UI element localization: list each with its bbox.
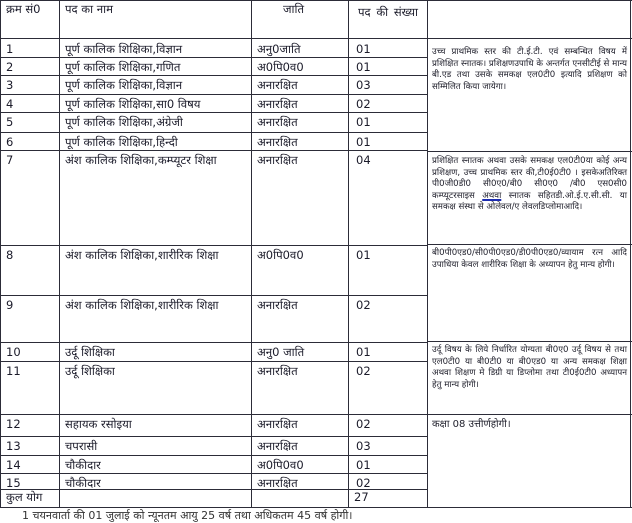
row-caste: अनारक्षित xyxy=(257,78,298,92)
row-serial: 12 xyxy=(6,417,21,431)
row-count: 01 xyxy=(356,345,371,359)
row-caste: अनारक्षित xyxy=(257,476,298,489)
row-post-name: अंश कालिक शिक्षिका,शारीरिक शिक्षा xyxy=(65,248,219,262)
row-caste: अनारक्षित xyxy=(257,417,298,431)
row-caste: अनारक्षित xyxy=(257,97,298,111)
row-serial: 10 xyxy=(6,345,21,359)
row-caste: अ0पि0व0 xyxy=(257,60,304,74)
row-post-name: चौकीदार xyxy=(65,476,101,489)
row-serial: 6 xyxy=(6,135,14,149)
row-caste: अनारक्षित xyxy=(257,439,298,453)
row-serial: 3 xyxy=(6,78,14,92)
row-post-name: पूर्ण कालिक शिक्षिका,सा0 विषय xyxy=(65,97,201,111)
footer-note: 1 चयनवार्ता की 01 जुलाई को न्यूनतम आयु 25 वर्ष तथा अधिकतम 45 वर्ष होगी। xyxy=(22,509,353,522)
row-caste: अनारक्षित xyxy=(257,153,298,167)
row-serial: 15 xyxy=(6,476,21,489)
row-caste: अनु0जाति xyxy=(257,42,301,56)
total-label: कुल योग xyxy=(6,490,43,504)
header-caste: जाति xyxy=(283,2,305,16)
row-serial: 7 xyxy=(6,153,14,167)
row-serial: 9 xyxy=(6,298,14,312)
row-post-name: अंश कालिक शिक्षिका,कम्प्यूटर शिक्षा xyxy=(65,153,217,167)
row-post-name: पूर्ण कालिक शिक्षिका,विज्ञान xyxy=(65,78,183,92)
column-divider xyxy=(59,0,60,507)
row-post-name: पूर्ण कालिक शिक्षिका,हिन्दी xyxy=(65,135,178,149)
column-divider xyxy=(348,0,349,507)
qualification-rows-12-15: कक्षा 08 उत्तीर्णहोगी। xyxy=(432,419,511,430)
row-count: 02 xyxy=(356,476,371,489)
row-serial: 4 xyxy=(6,97,14,111)
row-serial: 1 xyxy=(6,42,14,56)
row-caste: अनारक्षित xyxy=(257,135,298,149)
qualification-row-7-underlined-word: अथवा xyxy=(482,190,502,201)
total-value: 27 xyxy=(354,490,369,504)
header-post-name: पद का नाम xyxy=(65,2,113,16)
row-caste: अनारक्षित xyxy=(257,298,298,312)
row-count: 04 xyxy=(356,153,371,167)
qualification-row-7-text: प्रशिक्षित स्नातक अथवा उसके समकक्ष एल0टी0या कोई अन्य प्रशिक्षण, उच्च प्राथमिक स्तर की,टी0ई0टी0 । इसकेअतिरिक्त पी0जी0डी0 सी0ए0/बी0 सी0ए0 /बी0 एस0सी0 कम्प्यूटरसाइस xyxy=(432,156,627,201)
row-divider xyxy=(428,341,632,342)
row-count: 02 xyxy=(356,298,371,312)
row-count: 01 xyxy=(356,458,371,472)
row-post-name: चपरासी xyxy=(65,439,98,453)
row-count: 01 xyxy=(356,115,371,129)
row-serial: 8 xyxy=(6,248,14,262)
row-count: 02 xyxy=(356,364,371,378)
column-divider xyxy=(251,0,252,507)
row-serial: 13 xyxy=(6,439,21,453)
qualification-rows-10-11: उर्दू विषय के लिये निर्धारित योग्यता बी0ए0 उर्दू विषय से तथा एल0टी0 या बी0टी0 या बी0एड0 या अन्य समकक्ष शिक्षा अथवा शिक्षण मे डिग्री या डिप्लोमा तथा टी0ई0टी0 अध्यापन हेतु मान्य होगी। xyxy=(432,345,627,390)
qualification-row-7-text-2: स्नातक सहितडी.ओ.ई.ए.सी.सी. या समकक्ष संस्था से ओलेवल/ए लेवलडिप्लोमाआदि। xyxy=(432,190,628,213)
qualification-rows-8-9: बी0पी0एड0/सी0पी0एड0/डी0पी0एड0/व्यायाम रत्न आदि उपाधिया केवल शारीरिक शिक्षा के अध्यापन हेतु मान्य होगी। xyxy=(432,248,627,270)
row-caste: अनारक्षित xyxy=(257,364,298,378)
row-count: 02 xyxy=(356,417,371,431)
row-serial: 14 xyxy=(6,458,21,472)
row-serial: 2 xyxy=(6,60,14,74)
column-divider xyxy=(630,0,631,507)
row-post-name: पूर्ण कालिक शिक्षिका,अंग्रेजी xyxy=(65,115,183,129)
row-count: 01 xyxy=(356,60,371,74)
column-divider xyxy=(0,0,1,507)
header-post-count: पद की संख्या xyxy=(358,5,418,19)
row-divider xyxy=(428,244,632,245)
row-caste: अ0पि0व0 xyxy=(257,248,304,262)
row-post-name: सहायक रसोइया xyxy=(65,417,132,431)
row-caste: अनारक्षित xyxy=(257,115,298,129)
row-count: 01 xyxy=(356,135,371,149)
row-post-name: पूर्ण कालिक शिक्षिका,विज्ञान xyxy=(65,42,183,56)
row-post-name: पूर्ण कालिक शिक्षिका,गणित xyxy=(65,60,181,74)
row-count: 01 xyxy=(356,42,371,56)
row-caste: अ0पि0व0 xyxy=(257,458,304,472)
row-divider xyxy=(0,38,632,39)
row-post-name: अंश कालिक शिक्षिका,शारीरिक शिक्षा xyxy=(65,298,219,312)
row-count: 02 xyxy=(356,97,371,111)
row-serial: 5 xyxy=(6,115,14,129)
row-caste: अनु0 जाति xyxy=(257,345,305,359)
row-serial: 11 xyxy=(6,364,21,378)
qualification-rows-1-6: उच्च प्राथमिक स्तर की टी.ई.टी. एवं सम्बन्धित विषय में प्रशिक्षित स्नातक। प्रशिक्षणउपाधि के अन्तर्गत एनसीटीई से मान्य बी.एड तथा उसके समकक्ष एल0टी0 इत्यादि प्रशिक्षण को सम्मिलित किया जायेगा। xyxy=(432,47,627,92)
qualification-row-7 xyxy=(428,154,630,242)
row-count: 03 xyxy=(356,439,371,453)
row-post-name: उर्दू शिक्षिका xyxy=(65,364,115,378)
row-count: 03 xyxy=(356,78,371,92)
row-post-name: चौकीदार xyxy=(65,458,101,472)
row-count: 01 xyxy=(356,248,371,262)
row-post-name: उर्दू शिक्षिका xyxy=(65,345,115,359)
header-serial: क्रम सं0 xyxy=(6,2,41,16)
